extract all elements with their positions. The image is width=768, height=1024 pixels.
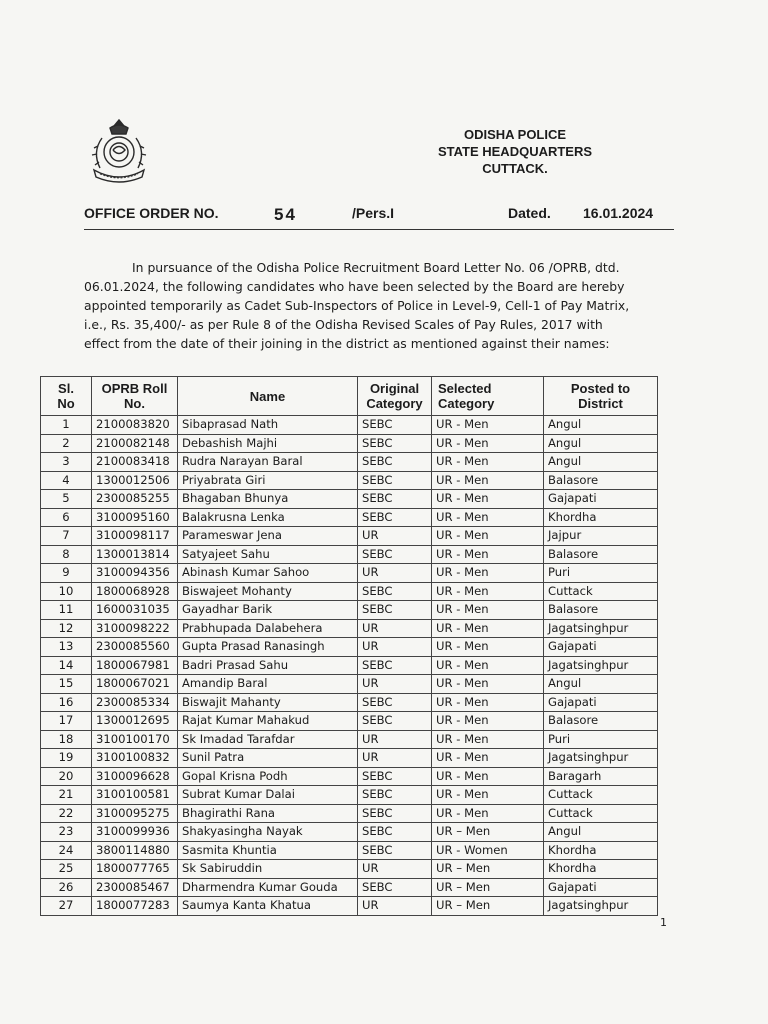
cell-sl-no: 4 <box>41 471 92 490</box>
cell-name: Bhagaban Bhunya <box>178 490 358 509</box>
cell-posted-district: Khordha <box>544 860 658 879</box>
cell-sl-no: 5 <box>41 490 92 509</box>
cell-name: Dharmendra Kumar Gouda <box>178 878 358 897</box>
cell-name: Biswajit Mahanty <box>178 693 358 712</box>
cell-name: Sibaprasad Nath <box>178 416 358 435</box>
cell-roll-no: 2100083418 <box>92 453 178 472</box>
table-row <box>41 638 658 657</box>
intro-line: appointed temporarily as Cadet Sub-Inspectors of Police in Level-9, Cell-1 of Pay Matrix, <box>84 298 630 313</box>
cell-sl-no: 20 <box>41 767 92 786</box>
cell-name: Sasmita Khuntia <box>178 841 358 860</box>
cell-selected-category: UR - Men <box>432 656 544 675</box>
organization-name: ODISHA POLICE <box>463 127 567 142</box>
cell-name: Badri Prasad Sahu <box>178 656 358 675</box>
table-row <box>41 490 658 509</box>
cell-posted-district: Jagatsinghpur <box>544 656 658 675</box>
office-order-line <box>84 205 684 229</box>
cell-roll-no: 3100098117 <box>92 527 178 546</box>
cell-roll-no: 2300085334 <box>92 693 178 712</box>
cell-original-category: UR <box>358 638 432 657</box>
cell-posted-district: Balasore <box>544 601 658 620</box>
cell-original-category: UR <box>358 675 432 694</box>
cell-original-category: SEBC <box>358 786 432 805</box>
cell-selected-category: UR - Men <box>432 434 544 453</box>
cell-original-category: SEBC <box>358 490 432 509</box>
cell-selected-category: UR - Men <box>432 638 544 657</box>
cell-sl-no: 9 <box>41 564 92 583</box>
cell-name: Amandip Baral <box>178 675 358 694</box>
cell-original-category: SEBC <box>358 767 432 786</box>
cell-posted-district: Puri <box>544 730 658 749</box>
cell-posted-district: Jagatsinghpur <box>544 897 658 916</box>
cell-original-category: UR <box>358 564 432 583</box>
cell-selected-category: UR - Men <box>432 564 544 583</box>
cell-name: Bhagirathi Rana <box>178 804 358 823</box>
cell-posted-district: Gajapati <box>544 878 658 897</box>
cell-roll-no: 3100095275 <box>92 804 178 823</box>
cell-sl-no: 19 <box>41 749 92 768</box>
cell-original-category: SEBC <box>358 656 432 675</box>
office-order-suffix: /Pers.I <box>352 205 395 221</box>
cell-name: Balakrusna Lenka <box>178 508 358 527</box>
cell-name: Shakyasingha Nayak <box>178 823 358 842</box>
cell-original-category: UR <box>358 860 432 879</box>
cell-posted-district: Jagatsinghpur <box>544 749 658 768</box>
cell-name: Satyajeet Sahu <box>178 545 358 564</box>
cell-name: Biswajeet Mohanty <box>178 582 358 601</box>
cell-roll-no: 1600031035 <box>92 601 178 620</box>
cell-selected-category: UR - Men <box>432 471 544 490</box>
cell-name: Sk Sabiruddin <box>178 860 358 879</box>
cell-roll-no: 1800067021 <box>92 675 178 694</box>
cell-sl-no: 27 <box>41 897 92 916</box>
cell-original-category: UR <box>358 619 432 638</box>
cell-original-category: UR <box>358 527 432 546</box>
cell-selected-category: UR - Men <box>432 508 544 527</box>
cell-posted-district: Gajapati <box>544 490 658 509</box>
cell-posted-district: Cuttack <box>544 582 658 601</box>
cell-posted-district: Angul <box>544 416 658 435</box>
cell-roll-no: 2300085560 <box>92 638 178 657</box>
cell-selected-category: UR - Men <box>432 453 544 472</box>
cell-roll-no: 1300012506 <box>92 471 178 490</box>
cell-posted-district: Baragarh <box>544 767 658 786</box>
dated-label: Dated. <box>508 205 551 221</box>
cell-sl-no: 3 <box>41 453 92 472</box>
table-row <box>41 545 658 564</box>
cell-selected-category: UR - Men <box>432 582 544 601</box>
col-header-roll-no: OPRB Roll No. <box>92 377 178 416</box>
table-row <box>41 675 658 694</box>
cell-roll-no: 3100100581 <box>92 786 178 805</box>
col-header-original-category: Original Category <box>358 377 432 416</box>
cell-roll-no: 1800068928 <box>92 582 178 601</box>
cell-roll-no: 1300013814 <box>92 545 178 564</box>
table-row <box>41 601 658 620</box>
intro-line: 06.01.2024, the following candidates who have been selected by the Board are hereby <box>84 279 625 294</box>
cell-roll-no: 3100096628 <box>92 767 178 786</box>
cell-posted-district: Khordha <box>544 508 658 527</box>
cell-posted-district: Gajapati <box>544 693 658 712</box>
cell-sl-no: 14 <box>41 656 92 675</box>
cell-original-category: SEBC <box>358 712 432 731</box>
cell-roll-no: 1800067981 <box>92 656 178 675</box>
cell-sl-no: 18 <box>41 730 92 749</box>
cell-name: Priyabrata Giri <box>178 471 358 490</box>
table-row <box>41 823 658 842</box>
cell-roll-no: 1800077765 <box>92 860 178 879</box>
table-row <box>41 693 658 712</box>
cell-sl-no: 23 <box>41 823 92 842</box>
cell-name: Prabhupada Dalabehera <box>178 619 358 638</box>
cell-sl-no: 8 <box>41 545 92 564</box>
table-row <box>41 416 658 435</box>
cell-name: Debashish Majhi <box>178 434 358 453</box>
cell-posted-district: Jajpur <box>544 527 658 546</box>
table-row <box>41 471 658 490</box>
cell-roll-no: 1800077283 <box>92 897 178 916</box>
cell-selected-category: UR - Men <box>432 545 544 564</box>
cell-selected-category: UR - Men <box>432 619 544 638</box>
cell-sl-no: 26 <box>41 878 92 897</box>
cell-selected-category: UR – Men <box>432 878 544 897</box>
cell-posted-district: Khordha <box>544 841 658 860</box>
cell-original-category: SEBC <box>358 841 432 860</box>
cell-name: Gopal Krisna Podh <box>178 767 358 786</box>
cell-posted-district: Angul <box>544 434 658 453</box>
office-order-label: OFFICE ORDER NO. <box>84 205 219 221</box>
cell-selected-category: UR - Men <box>432 767 544 786</box>
cell-posted-district: Balasore <box>544 545 658 564</box>
cell-original-category: SEBC <box>358 601 432 620</box>
cell-sl-no: 10 <box>41 582 92 601</box>
cell-selected-category: UR - Men <box>432 804 544 823</box>
table-row <box>41 434 658 453</box>
cell-original-category: SEBC <box>358 804 432 823</box>
cell-selected-category: UR - Women <box>432 841 544 860</box>
table-row <box>41 841 658 860</box>
table-row <box>41 508 658 527</box>
cell-posted-district: Puri <box>544 564 658 583</box>
table-row <box>41 860 658 879</box>
cell-original-category: SEBC <box>358 416 432 435</box>
cell-roll-no: 3100095160 <box>92 508 178 527</box>
cell-sl-no: 16 <box>41 693 92 712</box>
cell-selected-category: UR - Men <box>432 416 544 435</box>
cell-sl-no: 2 <box>41 434 92 453</box>
cell-selected-category: UR – Men <box>432 823 544 842</box>
cell-posted-district: Angul <box>544 453 658 472</box>
cell-sl-no: 15 <box>41 675 92 694</box>
cell-posted-district: Angul <box>544 675 658 694</box>
intro-line: effect from the date of their joining in the district as mentioned against their names: <box>84 336 610 351</box>
table-row <box>41 453 658 472</box>
cell-sl-no: 6 <box>41 508 92 527</box>
cell-sl-no: 24 <box>41 841 92 860</box>
cell-sl-no: 12 <box>41 619 92 638</box>
cell-selected-category: UR – Men <box>432 897 544 916</box>
cell-posted-district: Gajapati <box>544 638 658 657</box>
table-row <box>41 712 658 731</box>
cell-name: Abinash Kumar Sahoo <box>178 564 358 583</box>
odisha-police-emblem-icon <box>84 116 154 190</box>
table-row <box>41 804 658 823</box>
cell-roll-no: 3100098222 <box>92 619 178 638</box>
cell-selected-category: UR - Men <box>432 712 544 731</box>
table-row <box>41 749 658 768</box>
cell-sl-no: 13 <box>41 638 92 657</box>
issuing-office-block <box>405 126 625 177</box>
cell-roll-no: 3100099936 <box>92 823 178 842</box>
intro-line: In pursuance of the Odisha Police Recruitment Board Letter No. 06 /OPRB, dtd. <box>132 260 620 275</box>
cell-posted-district: Jagatsinghpur <box>544 619 658 638</box>
order-date: 16.01.2024 <box>583 205 654 221</box>
cell-sl-no: 21 <box>41 786 92 805</box>
cell-roll-no: 2300085467 <box>92 878 178 897</box>
cell-name: Sk Imadad Tarafdar <box>178 730 358 749</box>
cell-roll-no: 2300085255 <box>92 490 178 509</box>
cell-selected-category: UR - Men <box>432 693 544 712</box>
cell-roll-no: 3100094356 <box>92 564 178 583</box>
table-header-row <box>41 377 658 416</box>
table-row <box>41 527 658 546</box>
table-row <box>41 656 658 675</box>
cell-sl-no: 17 <box>41 712 92 731</box>
cell-original-category: UR <box>358 730 432 749</box>
cell-posted-district: Balasore <box>544 471 658 490</box>
cell-selected-category: UR - Men <box>432 749 544 768</box>
cell-original-category: UR <box>358 749 432 768</box>
table-row <box>41 619 658 638</box>
cell-name: Rajat Kumar Mahakud <box>178 712 358 731</box>
cell-selected-category: UR - Men <box>432 601 544 620</box>
cell-roll-no: 1300012695 <box>92 712 178 731</box>
cell-name: Rudra Narayan Baral <box>178 453 358 472</box>
cell-posted-district: Cuttack <box>544 786 658 805</box>
table-row <box>41 564 658 583</box>
table-row <box>41 582 658 601</box>
cell-selected-category: UR - Men <box>432 786 544 805</box>
col-header-posted-district: Posted to District <box>544 377 658 416</box>
office-name: STATE HEADQUARTERS <box>437 144 593 159</box>
cell-original-category: SEBC <box>358 545 432 564</box>
candidate-table <box>40 376 658 916</box>
table-row <box>41 730 658 749</box>
cell-sl-no: 25 <box>41 860 92 879</box>
table-row <box>41 878 658 897</box>
col-header-selected-category: Selected Category <box>432 377 544 416</box>
cell-selected-category: UR - Men <box>432 490 544 509</box>
cell-sl-no: 7 <box>41 527 92 546</box>
cell-name: Subrat Kumar Dalai <box>178 786 358 805</box>
cell-sl-no: 11 <box>41 601 92 620</box>
cell-posted-district: Angul <box>544 823 658 842</box>
cell-original-category: SEBC <box>358 471 432 490</box>
cell-original-category: SEBC <box>358 693 432 712</box>
cell-roll-no: 2100082148 <box>92 434 178 453</box>
col-header-sl-no: Sl. No <box>41 377 92 416</box>
table-row <box>41 786 658 805</box>
cell-original-category: SEBC <box>358 434 432 453</box>
cell-name: Gayadhar Barik <box>178 601 358 620</box>
table-row <box>41 897 658 916</box>
cell-sl-no: 22 <box>41 804 92 823</box>
cell-roll-no: 3100100832 <box>92 749 178 768</box>
cell-original-category: UR <box>358 897 432 916</box>
cell-name: Parameswar Jena <box>178 527 358 546</box>
cell-selected-category: UR - Men <box>432 527 544 546</box>
cell-sl-no: 1 <box>41 416 92 435</box>
cell-posted-district: Cuttack <box>544 804 658 823</box>
cell-name: Saumya Kanta Khatua <box>178 897 358 916</box>
cell-selected-category: UR - Men <box>432 675 544 694</box>
cell-original-category: SEBC <box>358 878 432 897</box>
cell-selected-category: UR - Men <box>432 730 544 749</box>
office-order-number: 54 <box>274 205 297 224</box>
cell-roll-no: 2100083820 <box>92 416 178 435</box>
cell-roll-no: 3800114880 <box>92 841 178 860</box>
intro-line: i.e., Rs. 35,400/- as per Rule 8 of the Odisha Revised Scales of Pay Rules, 2017 with <box>84 317 603 332</box>
order-intro-paragraph <box>84 258 680 353</box>
cell-original-category: SEBC <box>358 582 432 601</box>
header-divider <box>84 229 674 230</box>
cell-posted-district: Balasore <box>544 712 658 731</box>
cell-roll-no: 3100100170 <box>92 730 178 749</box>
page-number: 1 <box>660 916 667 929</box>
col-header-name: Name <box>178 377 358 416</box>
cell-name: Sunil Patra <box>178 749 358 768</box>
table-row <box>41 767 658 786</box>
office-city: CUTTACK. <box>482 161 548 176</box>
cell-name: Gupta Prasad Ranasingh <box>178 638 358 657</box>
cell-original-category: SEBC <box>358 453 432 472</box>
cell-original-category: SEBC <box>358 823 432 842</box>
cell-original-category: SEBC <box>358 508 432 527</box>
cell-selected-category: UR – Men <box>432 860 544 879</box>
